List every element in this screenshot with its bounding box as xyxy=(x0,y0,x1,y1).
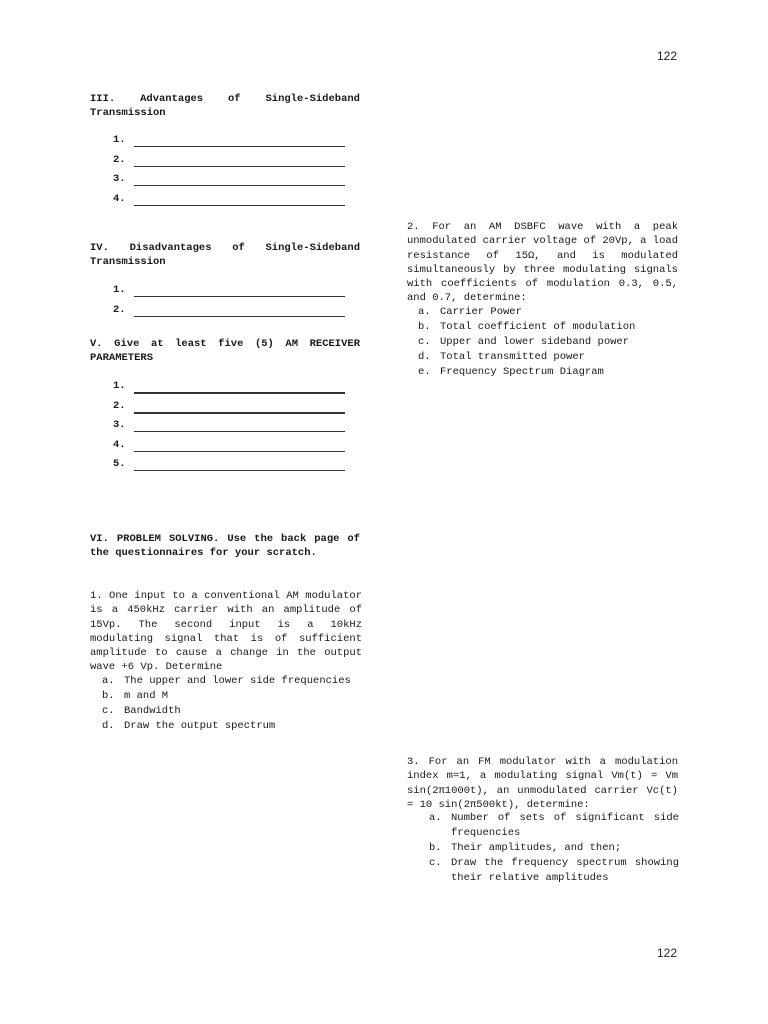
list-item xyxy=(418,335,680,350)
section-iii-heading: III. Advantages of Single-Sideband Transmission xyxy=(90,93,360,119)
problem-3-text: 3. For an FM modulator with a modulation index m=1, a modulating signal Vm(t) = Vm sin(2π1000t), an unmodulated carrier Vc(t) = 10 sin(2π500kt), determine: xyxy=(407,756,678,811)
answer-line[interactable] xyxy=(134,205,345,206)
answer-line[interactable] xyxy=(134,316,345,317)
option-text: Carrier Power xyxy=(440,306,522,318)
option-letter: a. xyxy=(102,675,115,687)
answer-line[interactable] xyxy=(134,412,345,414)
option-text: Draw the output spectrum xyxy=(124,720,276,732)
answer-line[interactable] xyxy=(134,296,345,297)
answer-line[interactable] xyxy=(134,470,345,471)
section-iv-heading: IV. Disadvantages of Single-Sideband Transmission xyxy=(90,242,360,268)
option-text: Total coefficient of modulation xyxy=(440,321,636,333)
answer-number: 4. xyxy=(113,192,126,205)
answer-number: 2. xyxy=(113,153,126,166)
answer-number: 1. xyxy=(113,134,126,146)
answer-number: 3. xyxy=(113,173,126,185)
list-item xyxy=(418,365,680,380)
problem-2-options xyxy=(418,305,680,380)
option-letter: b. xyxy=(429,842,442,854)
answer-line[interactable] xyxy=(134,185,345,186)
option-text: m and M xyxy=(124,690,169,702)
answer-line[interactable] xyxy=(134,392,345,394)
list-item xyxy=(102,674,364,689)
option-letter: b. xyxy=(102,690,115,702)
list-item xyxy=(429,856,679,886)
option-text: Draw the frequency spectrum showing their relative amplitudes xyxy=(451,857,679,884)
option-letter: d. xyxy=(418,351,431,363)
option-text: Number of sets of significant side frequencies xyxy=(451,812,679,839)
option-letter: a. xyxy=(429,812,442,824)
option-text: The upper and lower side frequencies xyxy=(124,675,351,687)
option-text: Bandwidth xyxy=(124,705,181,717)
list-item xyxy=(102,719,364,734)
answer-line[interactable] xyxy=(134,146,345,147)
list-item xyxy=(429,841,679,856)
option-text: Upper and lower sideband power xyxy=(440,336,630,348)
option-letter: e. xyxy=(418,366,431,378)
answer-number: 2. xyxy=(113,399,126,412)
option-letter: c. xyxy=(429,857,442,869)
option-letter: b. xyxy=(418,321,431,333)
option-letter: c. xyxy=(418,336,431,348)
answer-line[interactable] xyxy=(134,451,345,452)
problem-3-options xyxy=(429,811,679,886)
page-number-bottom: 122 xyxy=(656,946,677,960)
answer-number: 1. xyxy=(113,284,126,296)
option-letter: d. xyxy=(102,720,115,732)
answer-number: 1. xyxy=(113,380,126,392)
problem-1-options xyxy=(102,674,364,734)
section-vi-heading: VI. PROBLEM SOLVING. Use the back page of the questionnaires for your scratch. xyxy=(90,533,360,559)
problem-2-text: 2. For an AM DSBFC wave with a peak unmodulated carrier voltage of 20Vp, a load resistance of 15Ω, and is modulated simultaneously by three modulating signals with coefficients of modulation 0.3, 0.5, and 0.7, determine: xyxy=(407,221,678,305)
option-text: Total transmitted power xyxy=(440,351,585,363)
list-item xyxy=(102,689,364,704)
list-item xyxy=(418,350,680,365)
option-letter: a. xyxy=(418,306,431,318)
answer-number: 4. xyxy=(113,438,126,451)
list-item xyxy=(429,811,679,841)
page-number-top: 122 xyxy=(656,49,677,63)
option-letter: c. xyxy=(102,705,115,717)
list-item xyxy=(102,704,364,719)
option-text: Their amplitudes, and then; xyxy=(451,842,622,854)
list-item xyxy=(418,320,680,335)
answer-line[interactable] xyxy=(134,166,345,167)
section-v-heading: V. Give at least five (5) AM RECEIVER PARAMETERS xyxy=(90,338,360,364)
answer-number: 5. xyxy=(113,458,126,470)
problem-1-text: 1. One input to a conventional AM modulator is a 450kHz carrier with an amplitude of 15Vp. The second input is a 10kHz modulating signal that is of sufficient amplitude to cause a change in the output wave +6 Vp. Determine xyxy=(90,590,362,674)
option-text: Frequency Spectrum Diagram xyxy=(440,366,604,378)
answer-line[interactable] xyxy=(134,431,345,432)
answer-number: 2. xyxy=(113,303,126,316)
list-item xyxy=(418,305,680,320)
answer-number: 3. xyxy=(113,419,126,431)
